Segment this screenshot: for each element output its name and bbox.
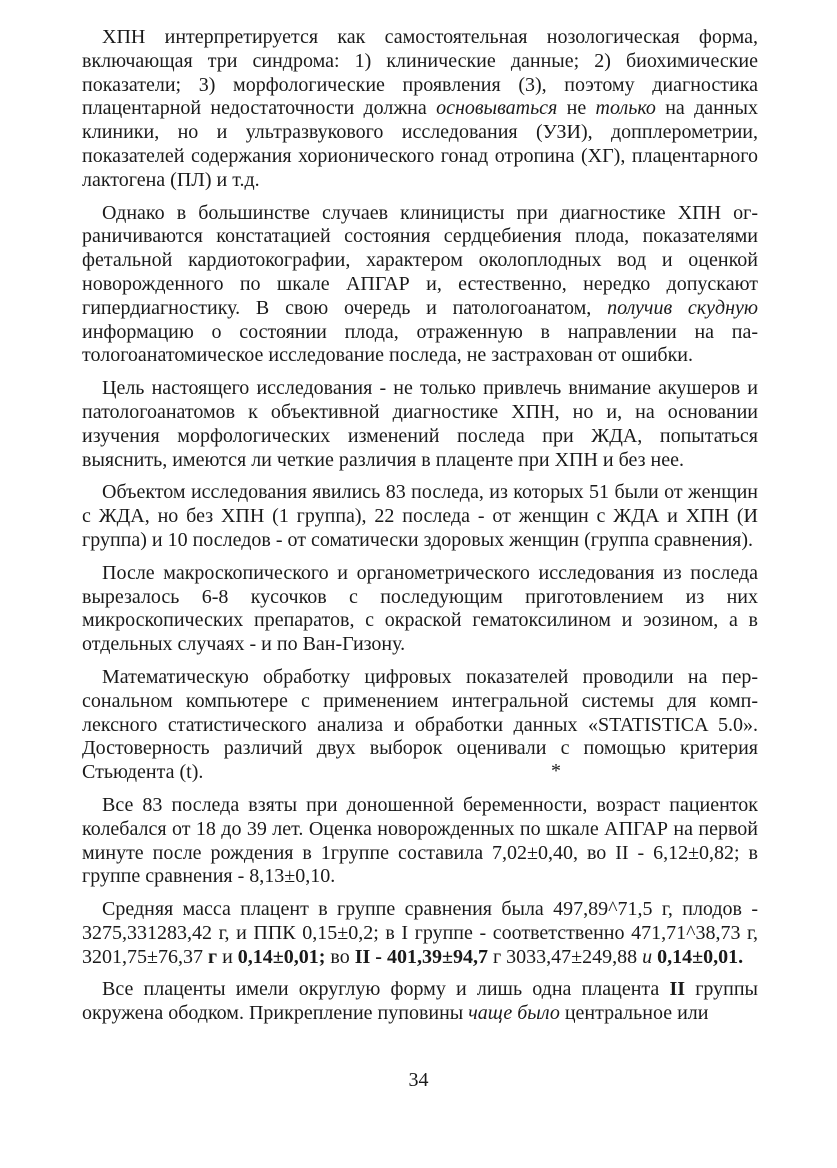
paragraph: [82, 481, 758, 552]
text-run: основываться: [436, 97, 558, 120]
text-run: во: [325, 945, 355, 968]
text-run: После макроскопического и органометрического исследования из последа вырезалось 6-8 кусочков с последующим приготовлением из них микроскопических препаратов, с окраской гематоксилином и эозином, а в отдельных случаях - и по Ван-Гизону.: [82, 561, 758, 656]
text-run: чаще было: [468, 1002, 560, 1025]
footnote-mark: *: [551, 760, 561, 782]
text-run: II - 401,39±94,7: [354, 945, 488, 968]
page-number: 34: [408, 1069, 429, 1091]
text-run: Средняя масса плацент в группе сравнения была 497,89^71,5 г, плодов - 3275,331283,42 г, и ППК 0,15±0,2; в I группе - соответственно 471,71^38,73 г, 3201,75±76,37: [82, 898, 758, 968]
text-run: Все 83 последа взяты при доношенной беременности, возраст пациенток колебался от 18 до 39 лет. Оценка новорожденных по шкале АПГАР на первой минуте после рождения в 1группе составила 7,02±0,40, во II - 6,12±0,82; в группе сравнения - 8,13±0,10.: [82, 793, 758, 888]
text-run: Объектом исследования явились 83 последа, из которых 51 были от женщин с ЖДА, но без ХПН (1 группа), 22 последа - от женщин с ЖДА и ХПН (И группа) и 10 последов - от соматически здоровых женщин (группа сравнения).: [82, 481, 758, 551]
paragraph: [82, 978, 758, 1026]
text-run: группы окружена ободком. Прикрепление пуповины: [82, 978, 758, 1025]
text-run: 0,14±0,01;: [237, 945, 326, 968]
text-run: на данных клиники, но и ультразвукового исследования (УЗИ), допплерометрии, показателей содержания хорионического гонад отропина (ХГ), плацентарного лактогена (ПЛ) и т.д.: [82, 97, 758, 191]
text-run: ХПН интерпретируется как самостоятельная нозологическая форма, включающая три синдрома: 1) клинические данные; 2) биохимические показатели; 3) морфологические проявления (3), поэтому диагностика плацентарной недостаточности должна: [82, 26, 758, 120]
text-run: и: [642, 945, 653, 968]
text-run: информацию о состоянии плода, отраженную в направлении на патологоанатомическое исследование последа, не застрахован от ошибки.: [82, 320, 758, 367]
text-run: Цель настоящего исследования - не только привлечь внимание акушеров и патологоанатомов к объективной диагностике ХПН, но и, на основании изучения морфологических изменений последа при ЖДА, попытаться выяснить, имеются ли четкие различия в плаценте при ХПН и без нее.: [82, 377, 758, 471]
text-run: Все плаценты имели округлую форму и лишь одна плацента: [102, 978, 670, 1001]
text-run: и: [217, 945, 238, 968]
text-run: только: [595, 97, 656, 120]
paragraph: [82, 562, 758, 657]
text-run: Однако в большинстве случаев клиницисты при диагностике ХПН ограничиваются констатацией состояния сердцебиения плода, показателями фетальной кардиотокографии, характером околоплодных вод и оценкой новорожденного по шкале АПГАР и, естественно, нередко допускают гипердиагностику. В свою очередь и патологоанатом,: [82, 201, 758, 319]
text-run: Математическую обработку цифровых показателей проводили на персональном компьютере с применением интегральной системы для комплексного статистического анализа и обработки данных «STATISTICA 5.0». Достоверность различий двух выборок оценивали с помощью критерия Стьюдента (t).: [82, 665, 758, 784]
paragraph: [82, 898, 758, 969]
paragraph: [82, 377, 758, 472]
page-body: [82, 26, 758, 1035]
paragraph: [82, 26, 758, 193]
text-run: г 3033,47±249,88: [487, 945, 643, 968]
text-run: получив скудную: [607, 296, 758, 319]
paragraph: [82, 794, 758, 889]
text-run: г: [207, 945, 218, 968]
paragraph: [82, 202, 758, 369]
paragraph: [82, 666, 758, 785]
text-run: не: [557, 97, 596, 120]
text-run: 0,14±0,01.: [657, 945, 744, 968]
text-run: II: [669, 978, 686, 1001]
text-run: центральное или: [559, 1002, 709, 1025]
